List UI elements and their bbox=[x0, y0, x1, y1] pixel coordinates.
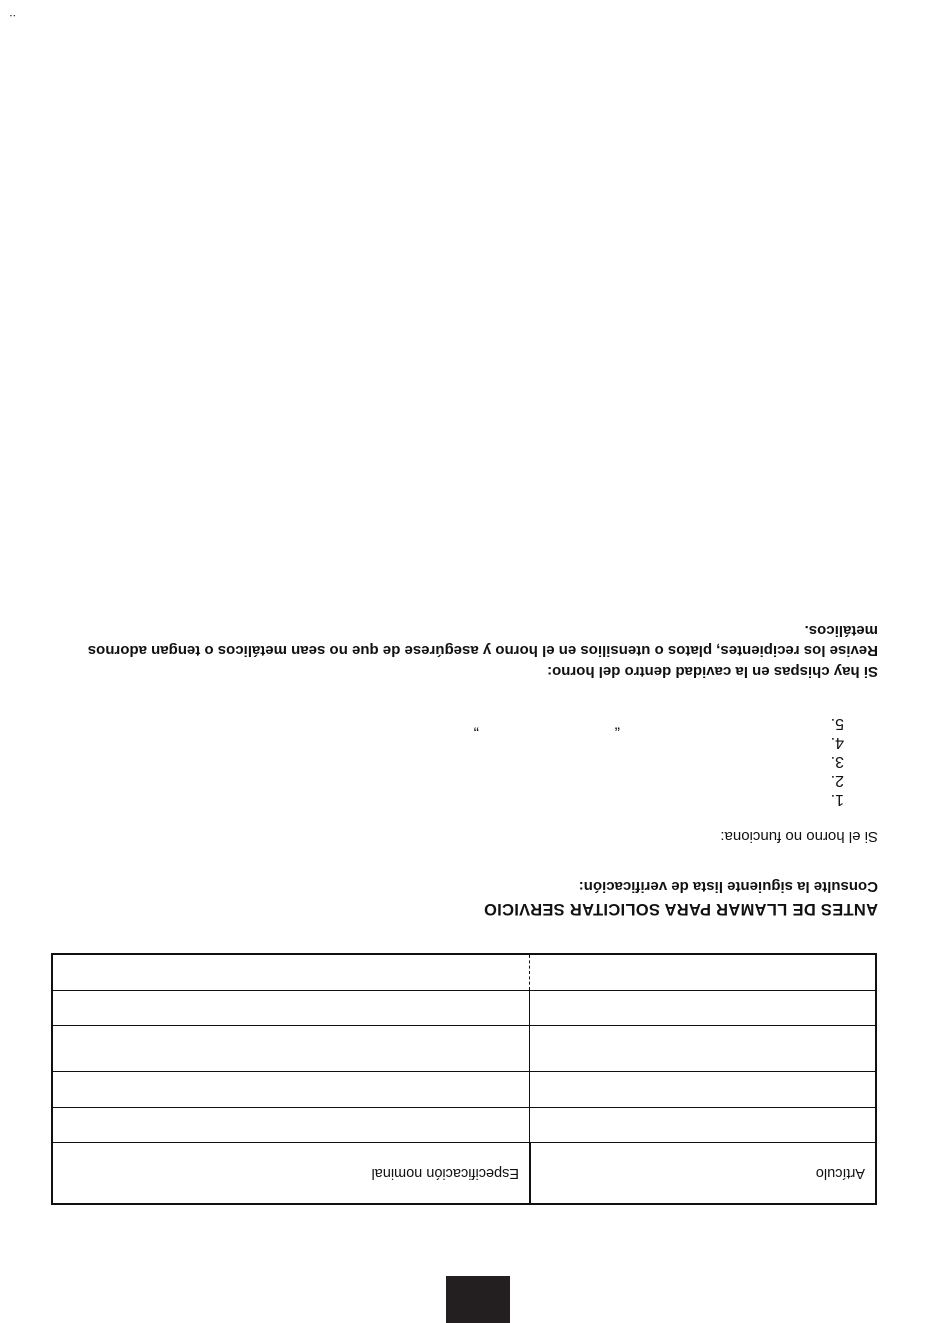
page-tab-marker bbox=[446, 1276, 510, 1323]
step-number: 3. bbox=[830, 753, 844, 770]
step-number: 4. bbox=[830, 734, 844, 751]
sparks-heading: Si hay chispas en la cavidad dentro del horno: bbox=[547, 663, 878, 680]
step-number: 2. bbox=[830, 772, 844, 789]
table-row bbox=[52, 1107, 876, 1143]
table-row bbox=[52, 1026, 876, 1072]
table-row bbox=[52, 954, 876, 990]
corner-mark: .. bbox=[9, 12, 16, 26]
opening-quote-mark: “ bbox=[614, 716, 620, 733]
section-title: ANTES DE LLAMAR PARA SOLICITAR SERVICIO bbox=[483, 900, 878, 918]
closing-quote-mark: ” bbox=[473, 716, 479, 733]
specification-table bbox=[51, 953, 877, 1205]
step-number: 1. bbox=[830, 791, 844, 808]
checklist-intro: Consulte la siguiente lista de verificación: bbox=[578, 878, 878, 895]
header-nominal-spec: Especificación nominal bbox=[52, 1143, 530, 1204]
table-row bbox=[52, 990, 876, 1026]
step-number: 5. bbox=[830, 715, 844, 732]
header-article: Artículo bbox=[530, 1143, 876, 1204]
table-row bbox=[52, 1072, 876, 1108]
oven-not-working-heading: Si el horno no funciona: bbox=[720, 828, 878, 845]
table-header-row bbox=[52, 1143, 876, 1204]
sparks-instructions: Revise los recipientes, platos o utensilios en el horno y asegúrese de que no sean metálicos o tengan adornos metálicos. bbox=[87, 622, 878, 659]
